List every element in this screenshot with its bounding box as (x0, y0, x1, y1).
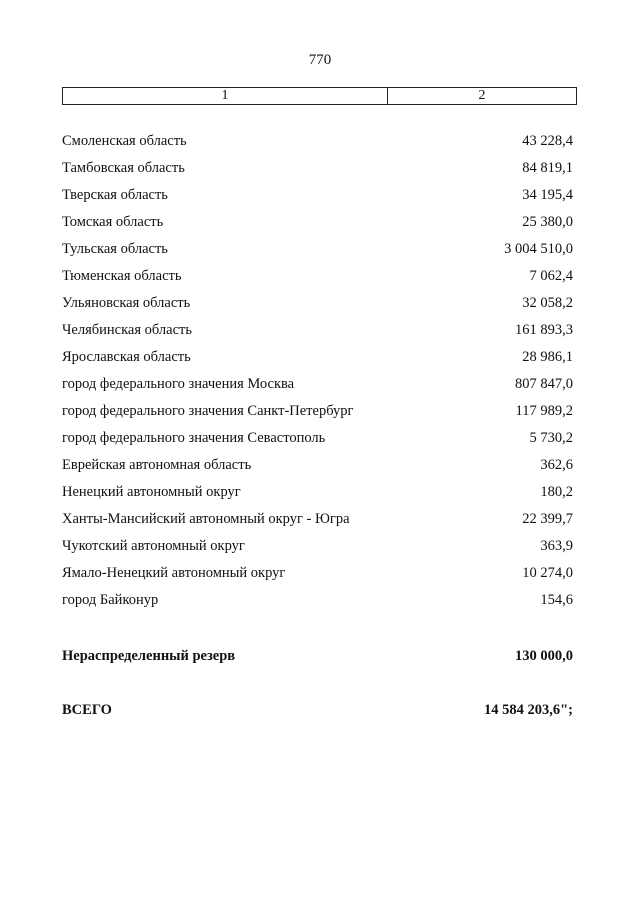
table-row (62, 344, 573, 371)
region-name: Смоленская область (62, 133, 187, 149)
region-amount: 84 819,1 (522, 160, 573, 176)
table-row (62, 155, 573, 182)
table-row (62, 128, 573, 155)
column-header-row (62, 87, 577, 105)
region-name: Чукотский автономный округ (62, 538, 245, 554)
region-name: Ярославская область (62, 349, 191, 365)
table-row (62, 587, 573, 614)
region-amount: 7 062,4 (529, 268, 573, 284)
reserve-value: 130 000,0 (515, 648, 573, 664)
table-row (62, 182, 573, 209)
table-row (62, 506, 573, 533)
region-amount: 43 228,4 (522, 133, 573, 149)
table-row (62, 452, 573, 479)
region-name: Томская область (62, 214, 164, 230)
region-name: Ямало-Ненецкий автономный округ (62, 565, 286, 581)
region-name: Тверская область (62, 187, 168, 203)
table-row (62, 371, 573, 398)
column-header-1: 1 (63, 88, 388, 104)
grand-total-label: ВСЕГО (62, 702, 112, 718)
table-row (62, 398, 573, 425)
region-amount: 161 893,3 (515, 322, 573, 338)
region-name: Тюменская область (62, 268, 182, 284)
table-row (62, 263, 573, 290)
region-amount: 154,6 (540, 592, 573, 608)
region-name: город федерального значения Севастополь (62, 430, 326, 446)
reserve-row (62, 648, 573, 665)
region-name: Ульяновская область (62, 295, 191, 311)
region-amount: 5 730,2 (529, 430, 573, 446)
table-row (62, 479, 573, 506)
region-amount: 363,9 (540, 538, 573, 554)
region-name: Ханты-Мансийский автономный округ - Югра (62, 511, 350, 527)
page-number: 770 (308, 52, 332, 68)
region-amount: 25 380,0 (522, 214, 573, 230)
region-amount: 362,6 (540, 457, 573, 473)
table-row (62, 236, 573, 263)
region-name: Тамбовская область (62, 160, 185, 176)
column-header-2: 2 (478, 88, 486, 103)
region-name: Ненецкий автономный округ (62, 484, 241, 500)
region-name: город федерального значения Москва (62, 376, 295, 392)
grand-total-value: 14 584 203,6"; (483, 702, 573, 718)
table-row (62, 317, 573, 344)
table-row (62, 560, 573, 587)
region-amount: 807 847,0 (515, 376, 573, 392)
region-amount: 3 004 510,0 (504, 241, 573, 257)
region-amount: 32 058,2 (522, 295, 573, 311)
region-name: Челябинская область (62, 322, 192, 338)
table-row (62, 209, 573, 236)
region-amount: 22 399,7 (522, 511, 573, 527)
grand-total-row (62, 702, 573, 719)
table-row (62, 533, 573, 560)
region-amount: 180,2 (540, 484, 573, 500)
table-row (62, 425, 573, 452)
region-amount: 117 989,2 (515, 403, 573, 419)
region-amount: 28 986,1 (522, 349, 573, 365)
reserve-label: Нераспределенный резерв (62, 648, 236, 664)
region-table (62, 128, 573, 614)
region-amount: 34 195,4 (522, 187, 573, 203)
region-amount: 10 274,0 (522, 565, 573, 581)
region-name: Еврейская автономная область (62, 457, 252, 473)
region-name: город федерального значения Санкт-Петербург (62, 403, 354, 419)
region-name: Тульская область (62, 241, 168, 257)
table-row (62, 290, 573, 317)
region-name: город Байконур (62, 592, 159, 608)
